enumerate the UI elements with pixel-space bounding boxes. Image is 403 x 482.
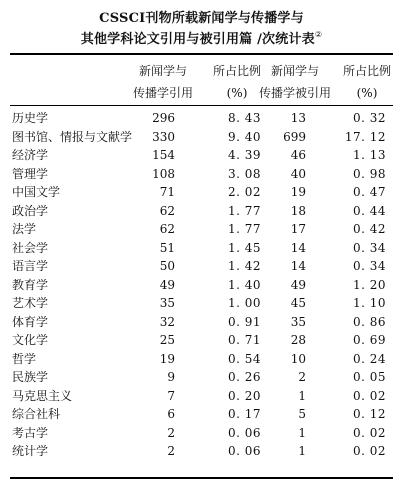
cited-count-cell: 1 (298, 425, 306, 440)
cited-percent-cell: 0. 34 (352, 259, 386, 273)
header-rule (10, 105, 393, 106)
citing-percent-cell: 3. 08 (227, 166, 261, 181)
citing-percent-cell: 0. 91 (227, 314, 261, 329)
cited-count-cell: 28 (290, 333, 306, 347)
table-row (0, 165, 403, 184)
cited-percent-cell: 1. 10 (352, 296, 386, 310)
cited-percent-cell: 0. 86 (352, 314, 386, 329)
table-row (0, 257, 403, 276)
table-row (0, 442, 403, 461)
citing-percent-cell: 0. 71 (227, 333, 261, 347)
citing-percent-cell: 4. 39 (227, 148, 261, 162)
citing-percent-cell: 0. 06 (227, 425, 261, 440)
table-title-line1: CSSCI刊物所载新闻学与传播学与 (99, 11, 304, 26)
table-row (0, 109, 403, 128)
header-cited-count-line2: 传播学被引用 (258, 86, 331, 100)
citing-count-cell: 154 (152, 148, 175, 162)
cited-percent-cell: 0. 02 (352, 444, 386, 458)
discipline-cell: 中国文学 (12, 185, 61, 199)
cited-count-cell: 13 (290, 111, 306, 125)
table-bottom-rule (10, 477, 393, 479)
cited-count-cell: 2 (298, 370, 306, 384)
table-row (0, 350, 403, 369)
discipline-cell: 社会学 (12, 240, 49, 255)
discipline-cell: 文化学 (12, 333, 49, 347)
citing-percent-cell: 1. 42 (227, 259, 261, 273)
cited-percent-cell: 17. 12 (344, 129, 386, 144)
cited-percent-cell: 0. 98 (352, 166, 386, 181)
citing-percent-cell: 1. 40 (227, 277, 261, 292)
table-top-rule (10, 53, 393, 55)
header-citing-count (121, 60, 205, 104)
cited-count-cell: 45 (290, 296, 306, 310)
cited-percent-cell: 0. 44 (352, 203, 386, 218)
citing-count-cell: 6 (167, 407, 175, 421)
table-row (0, 313, 403, 332)
discipline-cell: 哲学 (12, 351, 37, 366)
cited-count-cell: 17 (290, 222, 306, 236)
citing-count-cell: 35 (159, 296, 175, 310)
table-row (0, 183, 403, 202)
citing-count-cell: 108 (152, 166, 175, 181)
footnote-marker: ② (314, 30, 323, 39)
citing-percent-cell: 8. 43 (227, 111, 261, 125)
citing-count-cell: 49 (159, 277, 175, 292)
citing-percent-cell: 1. 77 (227, 222, 261, 236)
discipline-cell: 法学 (12, 222, 37, 236)
discipline-cell: 马克思主义 (12, 388, 73, 403)
citing-count-cell: 296 (152, 111, 175, 125)
header-citing-count-line1: 新闻学与 (138, 64, 187, 78)
citing-percent-cell: 1. 00 (227, 296, 261, 310)
cited-percent-cell: 0. 32 (352, 111, 386, 125)
cited-percent-cell: 0. 24 (352, 351, 386, 366)
header-citing-percent-line2: (%) (226, 86, 248, 100)
citing-count-cell: 62 (159, 222, 175, 236)
citing-count-cell: 25 (159, 333, 175, 347)
discipline-cell: 语言学 (12, 259, 49, 273)
citing-count-cell: 50 (159, 259, 175, 273)
discipline-cell: 历史学 (12, 111, 49, 125)
citing-count-cell: 2 (167, 444, 175, 458)
citing-percent-cell: 0. 54 (227, 351, 261, 366)
cited-percent-cell: 1. 20 (352, 277, 386, 292)
cited-count-cell: 40 (290, 166, 306, 181)
cited-percent-cell: 0. 05 (352, 370, 386, 384)
table-row (0, 239, 403, 258)
header-cited-percent-line2: (%) (356, 86, 378, 100)
citing-count-cell: 62 (159, 203, 175, 218)
cited-count-cell: 14 (290, 259, 306, 273)
cited-count-cell: 19 (290, 185, 306, 199)
citing-percent-cell: 0. 20 (227, 388, 261, 403)
citing-percent-cell: 0. 17 (227, 407, 261, 421)
citing-count-cell: 51 (159, 240, 175, 255)
citing-count-cell: 330 (152, 129, 175, 144)
header-cited-percent-line1: 所占比例 (342, 64, 391, 78)
discipline-cell: 体育学 (12, 314, 49, 329)
discipline-cell: 政治学 (12, 203, 49, 218)
citing-percent-cell: 2. 02 (227, 185, 261, 199)
citing-percent-cell: 9. 40 (227, 129, 261, 144)
cited-count-cell: 35 (290, 314, 306, 329)
discipline-cell: 图书馆、情报与文献学 (12, 129, 133, 144)
table-row (0, 128, 403, 147)
citing-percent-cell: 0. 06 (227, 444, 261, 458)
header-cited-count-line1: 新闻学与 (270, 64, 319, 78)
table-body (0, 109, 403, 461)
discipline-cell: 考古学 (12, 425, 49, 440)
discipline-cell: 综合社科 (12, 407, 61, 421)
cited-count-cell: 14 (290, 240, 306, 255)
cited-count-cell: 1 (298, 444, 306, 458)
table-row (0, 331, 403, 350)
discipline-cell: 经济学 (12, 148, 49, 162)
table-row (0, 220, 403, 239)
cited-percent-cell: 0. 34 (352, 240, 386, 255)
citing-count-cell: 32 (159, 314, 175, 329)
cited-count-cell: 18 (290, 203, 306, 218)
cited-percent-cell: 0. 42 (352, 222, 386, 236)
discipline-cell: 民族学 (12, 370, 49, 384)
discipline-cell: 统计学 (12, 444, 49, 458)
cited-count-cell: 49 (290, 277, 306, 292)
citing-count-cell: 19 (159, 351, 175, 366)
table-title-text: 其他学科论文引用与被引用篇 /次统计表 (80, 32, 315, 47)
table-row (0, 146, 403, 165)
citing-count-cell: 7 (167, 388, 175, 403)
discipline-cell: 管理学 (12, 166, 49, 181)
discipline-cell: 教育学 (12, 277, 49, 292)
cited-count-cell: 46 (290, 148, 306, 162)
cited-count-cell: 1 (298, 388, 306, 403)
cited-count-cell: 10 (290, 351, 306, 366)
citing-percent-cell: 1. 45 (227, 240, 261, 255)
cited-count-cell: 699 (283, 129, 306, 144)
discipline-cell: 艺术学 (12, 296, 49, 310)
citing-count-cell: 9 (167, 370, 175, 384)
table-row (0, 405, 403, 424)
table-row (0, 387, 403, 406)
table-title-line2 (0, 28, 403, 47)
header-citing-percent-line1: 所占比例 (212, 64, 261, 78)
citing-count-cell: 2 (167, 425, 175, 440)
citing-count-cell: 71 (159, 185, 175, 199)
citing-percent-cell: 0. 26 (227, 370, 261, 384)
cited-percent-cell: 0. 69 (352, 333, 386, 347)
table-row (0, 368, 403, 387)
cited-percent-cell: 0. 02 (352, 388, 386, 403)
header-cited-percent (336, 60, 398, 104)
header-cited-count (252, 60, 338, 104)
cited-percent-cell: 0. 47 (352, 185, 386, 199)
table-row (0, 276, 403, 295)
header-citing-count-line2: 传播学引用 (132, 86, 193, 100)
table-row (0, 202, 403, 221)
cited-count-cell: 5 (298, 407, 306, 421)
cited-percent-cell: 1. 13 (352, 148, 386, 162)
table-row (0, 424, 403, 443)
table-row (0, 294, 403, 313)
cited-percent-cell: 0. 02 (352, 425, 386, 440)
cited-percent-cell: 0. 12 (352, 407, 386, 421)
citing-percent-cell: 1. 77 (227, 203, 261, 218)
